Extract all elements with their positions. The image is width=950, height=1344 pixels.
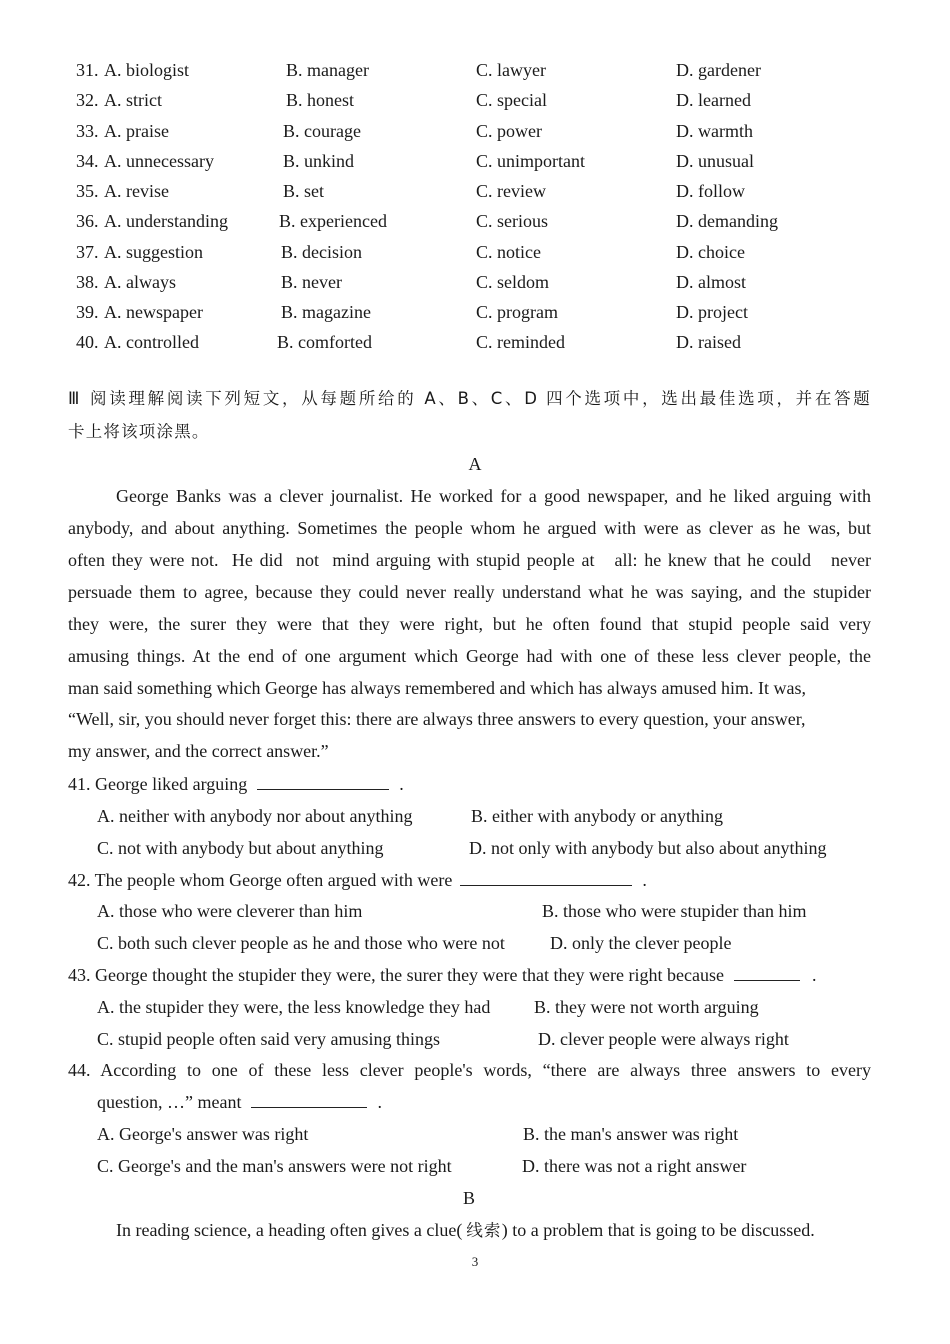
option-d: D. clever people were always right — [538, 1029, 789, 1049]
passage-a-label: A — [468, 454, 482, 474]
question-number: 39. — [76, 302, 99, 322]
option-b: B. those who were stupider than him — [542, 901, 807, 921]
option-row-39 — [0, 301, 950, 323]
passage-line: George Banks was a clever journalist. He worked for a good newspaper, and he liked arguing with — [116, 486, 871, 506]
option-c: C. seldom — [476, 272, 550, 292]
option-c: C. review — [476, 181, 546, 201]
option-b: B. courage — [283, 121, 361, 141]
question-41-stem — [68, 773, 404, 795]
passage-line: amusing things. At the end of one argument which George had with one of these less clever people, the — [68, 646, 871, 666]
question-period: . — [399, 774, 404, 794]
option-row-32 — [0, 89, 950, 111]
option-row-34 — [0, 150, 950, 172]
option-row-36 — [0, 210, 950, 232]
question-period: . — [377, 1092, 382, 1112]
question-period: . — [642, 870, 647, 890]
option-d: D. learned — [676, 90, 751, 110]
section-instruction-line-2: 卡上将该项涂黑。 — [68, 422, 210, 441]
passage-line: my answer, and the correct answer.” — [68, 741, 329, 761]
option-a: A. strict — [104, 90, 162, 110]
option-b: B. experienced — [279, 211, 387, 231]
page-number: 3 — [471, 1254, 479, 1269]
question-number: 32. — [76, 90, 99, 110]
option-row-35 — [0, 180, 950, 202]
option-b: B. either with anybody or anything — [471, 806, 723, 826]
question-text: 42. The people whom George often argued with were — [68, 870, 453, 890]
question-44-stem-continued — [97, 1091, 382, 1113]
option-c: C. serious — [476, 211, 548, 231]
passage-b-first-line — [116, 1219, 815, 1242]
option-row-40 — [0, 331, 950, 353]
answer-blank — [251, 1091, 367, 1108]
option-d: D. warmth — [676, 121, 753, 141]
option-b: B. set — [283, 181, 325, 201]
option-d: D. only the clever people — [550, 933, 732, 953]
answer-blank — [257, 773, 389, 790]
option-c: C. reminded — [476, 332, 565, 352]
passage-line: often they were not. He did not mind arguing with stupid people at all: he knew that he could never — [68, 550, 871, 570]
chinese-gloss: 线索 — [466, 1221, 502, 1240]
option-a: A. understanding — [104, 211, 228, 231]
question-43-stem — [68, 964, 816, 986]
option-a: A. revise — [104, 181, 169, 201]
question-number: 37. — [76, 242, 99, 262]
option-d: D. project — [676, 302, 748, 322]
option-c: C. unimportant — [476, 151, 585, 171]
passage-line: they were, the surer they were that they were right, but he often found that stupid people said very — [68, 614, 871, 634]
option-b: B. comforted — [277, 332, 372, 352]
passage-line: man said something which George has always remembered and which has always amused him. It was, — [68, 678, 806, 698]
question-text: 43. George thought the stupider they were, the surer they were that they were right because — [68, 965, 724, 985]
option-d: D. raised — [676, 332, 741, 352]
option-c: C. program — [476, 302, 558, 322]
passage-line: persuade them to agree, because they could never really understand what he was saying, and the stupider — [68, 582, 871, 602]
option-d: D. choice — [676, 242, 745, 262]
option-row-38 — [0, 271, 950, 293]
option-d: D. demanding — [676, 211, 778, 231]
option-d: D. unusual — [676, 151, 754, 171]
option-row-31 — [0, 59, 950, 81]
question-number: 33. — [76, 121, 99, 141]
option-b: B. unkind — [283, 151, 355, 171]
question-42-stem — [68, 869, 647, 891]
question-period: . — [811, 965, 817, 985]
option-row-37 — [0, 241, 950, 263]
option-d: D. there was not a right answer — [522, 1156, 747, 1176]
option-c: C. power — [476, 121, 542, 141]
option-a: A. neither with anybody nor about anything — [97, 806, 413, 826]
question-number: 31. — [76, 60, 99, 80]
option-a: A. always — [104, 272, 176, 292]
option-c: C. special — [476, 90, 547, 110]
option-a: A. praise — [104, 121, 169, 141]
option-d: D. not only with anybody but also about anything — [469, 838, 827, 858]
option-d: D. almost — [676, 272, 746, 292]
question-number: 40. — [76, 332, 99, 352]
answer-blank — [734, 964, 800, 981]
option-c: C. not with anybody but about anything — [97, 838, 384, 858]
option-b: B. the man's answer was right — [523, 1124, 739, 1144]
option-a: A. newspaper — [104, 302, 203, 322]
option-b: B. never — [281, 272, 342, 292]
option-c: C. stupid people often said very amusing things — [97, 1029, 440, 1049]
question-number: 34. — [76, 151, 99, 171]
question-44-stem: 44. According to one of these less clever people's words, “there are always three answers to every — [68, 1060, 871, 1080]
passage-line: anybody, and about anything. Sometimes the people whom he argued with were as clever as he was, but — [68, 518, 871, 538]
passage-line: “Well, sir, you should never forget this: there are always three answers to every question, your answer, — [68, 709, 806, 729]
option-c: C. notice — [476, 242, 541, 262]
option-d: D. follow — [676, 181, 745, 201]
option-b: B. magazine — [281, 302, 371, 322]
option-c: C. George's and the man's answers were not right — [97, 1156, 452, 1176]
passage-b-label: B — [462, 1188, 475, 1208]
option-a: A. suggestion — [104, 242, 203, 262]
option-b: B. they were not worth arguing — [534, 997, 759, 1017]
option-c: C. lawyer — [476, 60, 546, 80]
question-number: 36. — [76, 211, 99, 231]
passage-text: ) to a problem that is going to be discussed. — [501, 1220, 815, 1240]
option-row-33 — [0, 120, 950, 142]
option-b: B. honest — [286, 90, 355, 110]
question-number: 38. — [76, 272, 99, 292]
option-a: A. those who were cleverer than him — [97, 901, 363, 921]
option-a: A. the stupider they were, the less knowledge they had — [97, 997, 491, 1017]
question-number: 35. — [76, 181, 99, 201]
section-instruction-line-1: Ⅲ 阅读理解阅读下列短文，从每题所给的 A、B、C、D 四个选项中，选出最佳选项，并在答题 — [68, 389, 871, 408]
option-c: C. both such clever people as he and those who were not — [97, 933, 505, 953]
question-text: question, …” meant — [97, 1092, 242, 1112]
option-a: A. unnecessary — [104, 151, 214, 171]
option-a: A. controlled — [104, 332, 199, 352]
passage-text: In reading science, a heading often gives a clue( — [116, 1220, 463, 1240]
option-a: A. biologist — [104, 60, 190, 80]
option-b: B. manager — [286, 60, 369, 80]
question-text: 41. George liked arguing — [68, 774, 248, 794]
option-a: A. George's answer was right — [97, 1124, 309, 1144]
answer-blank — [460, 869, 632, 886]
option-d: D. gardener — [676, 60, 761, 80]
option-b: B. decision — [281, 242, 362, 262]
